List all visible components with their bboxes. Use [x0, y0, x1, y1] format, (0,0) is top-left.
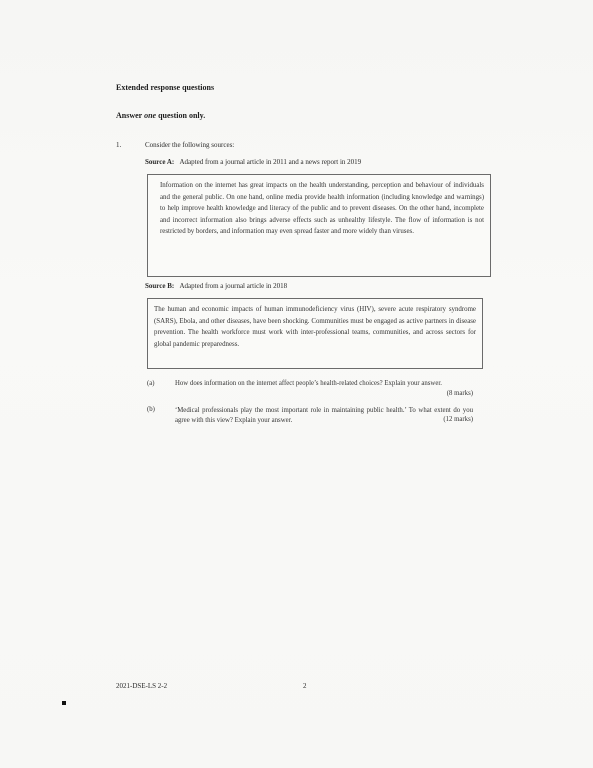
question-intro: Consider the following sources: [145, 141, 235, 149]
part-b-label: (b) [147, 406, 155, 413]
question-number: 1. [116, 141, 122, 149]
question-part-b [147, 406, 473, 430]
source-b-text: The human and economic impacts of human immunodeficiency virus (HIV), severe acute respiratory syndrome (SARS), Ebola, and other diseases, have been shocking. Communities must be engaged as active partners in disease prevention. The health workforce must work with inter-professional teams, communities, and across sectors for global pandemic preparedness. [154, 306, 476, 348]
source-b-box [147, 298, 483, 369]
source-b-label: Source B: [145, 282, 175, 290]
source-a-label: Source A: [145, 158, 175, 166]
instruction-emphasis: one [144, 111, 157, 120]
part-a-marks: (8 marks) [446, 390, 473, 397]
source-b-heading [145, 282, 287, 290]
part-b-text: ‘Medical professionals play the most important role in maintaining public health.’ To what extent do you agree with this view? Explain your answer. [175, 407, 473, 424]
part-a-text: How does information on the internet affect people’s health-related choices? Explain your answer. [175, 380, 442, 387]
instruction-pre: Answer [116, 111, 145, 120]
registration-mark [62, 701, 66, 705]
instruction-post: question only. [156, 111, 206, 120]
part-a-label: (a) [147, 380, 155, 387]
instruction [116, 111, 205, 120]
section-title: Extended response questions [116, 83, 215, 92]
source-b-caption: Adapted from a journal article in 2018 [179, 282, 288, 290]
question-part-a [147, 380, 473, 404]
source-a-heading [145, 158, 361, 166]
part-b-marks: (12 marks) [439, 416, 473, 423]
source-a-caption: Adapted from a journal article in 2011 and a news report in 2019 [179, 158, 362, 166]
source-a-box [147, 174, 491, 277]
source-a-text: Information on the internet has great impacts on the health understanding, perception and behaviour of individuals and the general public. On one hand, online media provide health information (including knowledge and warnings) to help improve health knowledge and literacy of the public and to prevent diseases. On the other hand, incomplete and incorrect information also brings adverse effects such as unhealthy lifestyle. The flow of information is not restricted by borders, and information may even spread faster and more widely than viruses. [160, 182, 484, 235]
page-number: 2 [303, 682, 307, 690]
paper-code: 2021-DSE-LS 2-2 [116, 682, 168, 690]
